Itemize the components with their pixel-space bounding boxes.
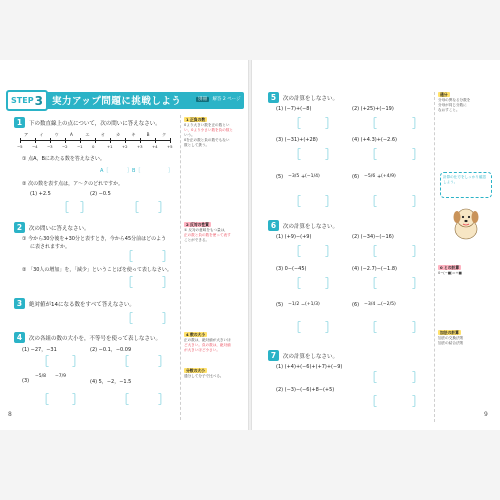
hint-tag-4: 分数の大小 bbox=[186, 368, 205, 373]
q5-item-6-b: (+4/9) bbox=[381, 174, 396, 179]
hint-1-line: 0を正の数と負の数でもない bbox=[184, 137, 230, 142]
hint-note-4 bbox=[184, 368, 242, 379]
q4-c-fraction-2: −7/9 bbox=[55, 374, 67, 379]
answer-bracket-open: ［ bbox=[366, 277, 377, 290]
q6-item-4: (4) (−2.7)−(−1.8) bbox=[352, 266, 397, 272]
answer-bracket-open: ［ bbox=[290, 245, 301, 258]
answer-bracket-close: ］ bbox=[412, 148, 423, 161]
number-line-point-label: A bbox=[70, 132, 73, 137]
question-1-number: 1 bbox=[14, 117, 25, 128]
hint-note-1 bbox=[184, 117, 242, 147]
number-line-tick-label: −3 bbox=[47, 144, 53, 149]
answer-bracket-open: ［ bbox=[290, 195, 301, 208]
hint-tag-2: 2 反対の性質 bbox=[186, 222, 209, 227]
number-line-tick bbox=[155, 138, 156, 143]
answer-bracket-open: ［ bbox=[366, 321, 377, 334]
hint-tag-tsubun: 通分 bbox=[440, 92, 448, 97]
q4-b: (2) −0.1，−0.09 bbox=[90, 347, 132, 353]
number-line-point-label: イ bbox=[39, 132, 44, 137]
hint-2-line: ことができる。 bbox=[184, 237, 210, 242]
hint-tsubun-line: なおすこと。 bbox=[438, 107, 460, 112]
q5-item-6-a: −5/6 bbox=[364, 174, 376, 179]
answer-bracket-open: ［ bbox=[122, 312, 133, 325]
hint-addition-line: 加法の交換法則 bbox=[438, 336, 464, 341]
number-line-tick bbox=[20, 138, 21, 143]
page-number-left: 8 bbox=[8, 411, 12, 418]
answer-bracket-close: ］ bbox=[325, 277, 336, 290]
question-1-text: 下の数直線上の点について，次の問いに答えなさい。 bbox=[29, 121, 161, 127]
reference-badge: 別冊 bbox=[198, 97, 207, 102]
q6-item-5-label: (5) bbox=[276, 302, 284, 308]
reference-text: 解答 2 ページ bbox=[212, 97, 241, 102]
mascot-speech-bubble: 計算の仕方をしっかり確認しよう。 bbox=[440, 172, 492, 198]
answer-bracket-open: ［ bbox=[122, 276, 133, 289]
page-gutter bbox=[248, 60, 252, 430]
answer-bracket-close: ］ bbox=[412, 321, 423, 334]
number-line-tick bbox=[65, 138, 66, 143]
q1-sub2: ② 次の数を表す点は，ア〜クのどれですか。 bbox=[22, 181, 124, 187]
question-6-number: 6 bbox=[268, 220, 279, 231]
q6-item-3: (3) 0−(−45) bbox=[276, 266, 307, 272]
question-2-text: 次の問いに答えなさい。 bbox=[29, 226, 90, 232]
q1-sub1-answer-a: A［ bbox=[100, 168, 109, 174]
hint-tsubun-line: 分母が同じ分数に bbox=[438, 102, 467, 107]
answer-bracket-close: ］ bbox=[72, 355, 83, 368]
question-5-number: 5 bbox=[268, 92, 279, 103]
hint-note-addition bbox=[438, 330, 496, 346]
q6-item-6-a: −3/4 bbox=[364, 302, 376, 307]
answer-bracket-close: ］ bbox=[325, 321, 336, 334]
step-title: 実力アップ問題に挑戦しよう bbox=[52, 96, 182, 107]
q6-item-2: (2) (−34)−(−16) bbox=[352, 234, 394, 240]
q5-item-4: (4) (+4.3)+(−2.6) bbox=[352, 137, 397, 143]
q1-sub2-a: (1) +2.5 bbox=[30, 191, 51, 197]
hint-2-line: ① 反対の意味をもつ量は， bbox=[184, 228, 228, 233]
q2-sub1-line1: ① 今から30分後を+30分と表すとき，今から45分前はどのよう bbox=[22, 236, 167, 242]
q1-sub1-answer-end: ］ bbox=[168, 168, 174, 174]
answer-bracket-close: ］ bbox=[325, 195, 336, 208]
hint-tag-addition: 加法の計算 bbox=[440, 330, 459, 335]
q5-item-5-label: (5) bbox=[276, 174, 284, 180]
number-line-tick-label: −4 bbox=[32, 144, 38, 149]
answer-bracket-close: ］ bbox=[162, 312, 173, 325]
answer-bracket-open: ［ bbox=[366, 245, 377, 258]
answer-bracket-close: ］ bbox=[158, 355, 169, 368]
hint-addition-line: 加法の結合法則 bbox=[438, 340, 464, 345]
q1-sub1: ① 点A，Bにあたる数を答えなさい。 bbox=[22, 156, 105, 162]
answer-bracket-open: ［ bbox=[118, 355, 129, 368]
dog-mascot-icon bbox=[446, 205, 486, 241]
answer-bracket-close: ］ bbox=[72, 393, 83, 406]
answer-bracket-open: ［ bbox=[366, 371, 377, 384]
answer-bracket-open: ［ bbox=[290, 277, 301, 290]
q4-a: (1) −27，−31 bbox=[22, 347, 57, 353]
number-line-point-label: エ bbox=[85, 132, 90, 137]
number-line-tick bbox=[170, 138, 171, 143]
answer-reference bbox=[196, 96, 241, 102]
number-line-tick-label: +4 bbox=[152, 144, 158, 149]
q7-item-1: (1) (+4)+(−6)+(+7)+(−9) bbox=[276, 364, 343, 370]
hint-tsubun-line: 分母の異なる分数を bbox=[438, 98, 471, 103]
hint-4-line: 通分して分子で比べる。 bbox=[184, 374, 224, 379]
question-3-number: 3 bbox=[14, 298, 25, 309]
answer-bracket-close: ］ bbox=[412, 277, 423, 290]
number-line-tick-label: +3 bbox=[137, 144, 143, 149]
q5-item-5-b: (−1/4) bbox=[305, 174, 320, 179]
q4-c-fraction-1: −5/8 bbox=[35, 374, 47, 379]
number-line-tick bbox=[35, 138, 36, 143]
q5-item-3: (3) (−31)+(+28) bbox=[276, 137, 318, 143]
step-label: STEP bbox=[11, 96, 34, 105]
q7-item-2: (2) (−3)−(−6)+8−(+5) bbox=[276, 387, 335, 393]
answer-bracket-close: ］ bbox=[412, 395, 423, 408]
number-line-point-label: キ bbox=[131, 132, 136, 137]
answer-bracket-close: ］ bbox=[412, 117, 423, 130]
answer-bracket-open: ［ bbox=[290, 148, 301, 161]
answer-bracket-open: ［ bbox=[366, 195, 377, 208]
hint-tag-zero: 0 との計算 bbox=[440, 265, 460, 270]
answer-bracket-open: ［ bbox=[366, 148, 377, 161]
hint-zero-line: 0−(−■)=+■ bbox=[438, 271, 462, 276]
answer-bracket-close: ］ bbox=[80, 201, 91, 214]
answer-bracket-close: ］ bbox=[158, 393, 169, 406]
number-line-point-label: ク bbox=[162, 132, 167, 137]
number-line-tick-label: −2 bbox=[62, 144, 68, 149]
answer-bracket-open: ［ bbox=[128, 201, 139, 214]
number-line-tick bbox=[125, 138, 126, 143]
answer-bracket-open: ［ bbox=[290, 117, 301, 130]
q6-item-6-b: (−2/5) bbox=[381, 302, 396, 307]
question-4-number: 4 bbox=[14, 332, 25, 343]
q6-item-6-label: (6) bbox=[352, 302, 360, 308]
answer-bracket-open: ［ bbox=[38, 393, 49, 406]
q6-item-5-op: − bbox=[301, 302, 306, 308]
number-line-tick-label: +5 bbox=[167, 144, 173, 149]
hint-note-3 bbox=[184, 332, 242, 353]
q1-sub2-b: (2) −0.5 bbox=[90, 191, 111, 197]
number-line-tick bbox=[140, 138, 141, 143]
question-7-text: 次の計算をしなさい。 bbox=[283, 354, 339, 360]
number-line-tick-label: −1 bbox=[77, 144, 83, 149]
hint-3-line: ど大きい。負の数は，絶対値 bbox=[184, 342, 231, 347]
q5-item-1: (1) (−7)+(−8) bbox=[276, 106, 312, 112]
answer-bracket-open: ［ bbox=[38, 355, 49, 368]
number-line-tick-label: 0 bbox=[92, 144, 95, 149]
question-4-text: 次の各組の数の大小を，不等号を使って表しなさい。 bbox=[29, 336, 162, 342]
number-line-point-label: B bbox=[146, 132, 150, 137]
hint-1-line: 0より大きい数を正の数とい bbox=[184, 123, 230, 128]
hint-1-line: いう。 bbox=[184, 132, 195, 137]
number-line-tick-label: −5 bbox=[17, 144, 23, 149]
answer-bracket-close: ］ bbox=[412, 195, 423, 208]
hint-3-line: が大きいほど小さい。 bbox=[184, 347, 220, 352]
question-6-text: 次の計算をしなさい。 bbox=[283, 224, 339, 230]
q4-d: (4) 5，−2，−1.5 bbox=[90, 379, 132, 385]
q5-item-5-a: −3/5 bbox=[288, 174, 300, 179]
answer-bracket-open: ［ bbox=[122, 250, 133, 263]
hint-1-line: 数として扱う。 bbox=[184, 142, 210, 147]
q6-item-1: (1) (+9)−(+9) bbox=[276, 234, 312, 240]
q1-sub1-answer-b: ］B［ bbox=[127, 168, 141, 174]
number-line bbox=[17, 132, 173, 150]
answer-bracket-open: ［ bbox=[290, 321, 301, 334]
q6-item-5-b: (+1/3) bbox=[305, 302, 320, 307]
hint-tag-3: 4 数の大小 bbox=[186, 332, 206, 337]
q2-sub1-line2: に表されますか。 bbox=[30, 244, 71, 250]
answer-bracket-close: ］ bbox=[162, 276, 173, 289]
q6-item-5-a: −1/2 bbox=[288, 302, 300, 307]
answer-bracket-close: ］ bbox=[412, 371, 423, 384]
number-line-point-label: オ bbox=[100, 132, 105, 137]
right-hint-column bbox=[434, 92, 496, 422]
q5-item-5-op: + bbox=[301, 174, 306, 180]
number-line-point-label: ウ bbox=[54, 132, 59, 137]
number-line-tick bbox=[95, 138, 96, 143]
q2-sub2: ② 「30人の増加」を，「減少」ということばを使って表しなさい。 bbox=[22, 267, 172, 273]
number-line-point-label: ア bbox=[24, 132, 29, 137]
answer-bracket-close: ］ bbox=[162, 250, 173, 263]
answer-bracket-close: ］ bbox=[325, 148, 336, 161]
step-badge bbox=[6, 90, 48, 111]
number-line-tick-label: +2 bbox=[122, 144, 128, 149]
answer-bracket-close: ］ bbox=[325, 245, 336, 258]
answer-bracket-open: ［ bbox=[366, 117, 377, 130]
hint-note-tsubun bbox=[438, 92, 496, 113]
question-7-number: 7 bbox=[268, 350, 279, 361]
answer-bracket-close: ］ bbox=[158, 201, 169, 214]
question-3-text: 絶対値が14になる数をすべて答えなさい。 bbox=[29, 302, 135, 308]
question-2-number: 2 bbox=[14, 222, 25, 233]
answer-bracket-close: ］ bbox=[412, 245, 423, 258]
q5-item-6-op: + bbox=[377, 174, 382, 180]
hint-note-2 bbox=[184, 222, 242, 243]
q4-c-label: (3) bbox=[22, 378, 30, 384]
q5-item-2: (2) (+25)+(−19) bbox=[352, 106, 394, 112]
q5-item-6-label: (6) bbox=[352, 174, 360, 180]
number-line-tick-label: +1 bbox=[107, 144, 113, 149]
step-number: 3 bbox=[34, 93, 43, 108]
q6-item-6-op: − bbox=[377, 302, 382, 308]
answer-bracket-close: ］ bbox=[325, 117, 336, 130]
hint-note-zero bbox=[438, 265, 496, 276]
answer-bracket-open: ［ bbox=[366, 395, 377, 408]
number-line-tick bbox=[110, 138, 111, 143]
hint-1-line: い，0より小さい数を負の数と bbox=[184, 127, 234, 132]
page-number-right: 9 bbox=[484, 411, 488, 418]
number-line-point-label: カ bbox=[116, 132, 121, 137]
answer-bracket-open: ［ bbox=[118, 393, 129, 406]
hint-tag-1: 1 正負の数 bbox=[186, 117, 206, 122]
number-line-tick bbox=[80, 138, 81, 143]
hint-2-line: 正の数と負の数を使って表す bbox=[184, 232, 231, 237]
answer-bracket-open: ［ bbox=[58, 201, 69, 214]
question-5-text: 次の計算をしなさい。 bbox=[283, 96, 339, 102]
number-line-tick bbox=[50, 138, 51, 143]
hint-3-line: 正の数は，絶対値が大きいほ bbox=[184, 338, 231, 343]
